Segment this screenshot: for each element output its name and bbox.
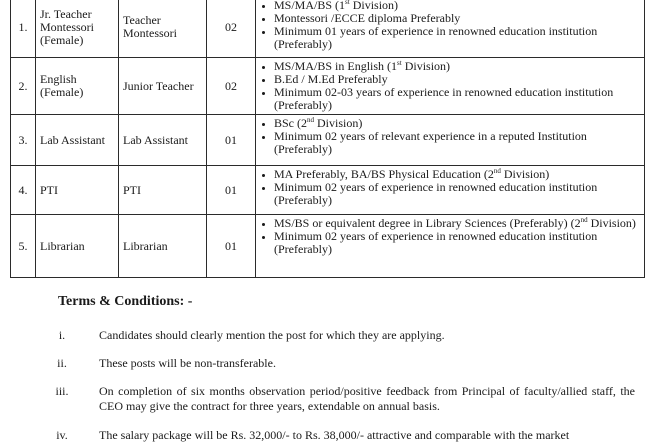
requirements-list: [262, 117, 638, 156]
requirement-text: MS/MA/BS (1: [274, 0, 346, 12]
requirement-text: MS/BS or equivalent degree in Library Sciences (Preferably) (2: [274, 216, 581, 230]
term-text: The salary package will be Rs. 32,000/- to Rs. 38,000/- attractive and comparable with the market: [99, 428, 570, 442]
ordinal-suffix: nd: [580, 216, 588, 224]
ordinal-suffix: st: [345, 0, 350, 6]
requirement-text: Minimum 01 years of experience in renowned education institution (Preferably): [274, 24, 598, 51]
job-posts-count: 01: [207, 166, 256, 215]
requirement-text: Minimum 02 years of relevant experience in a reputed Institution (Preferably): [274, 129, 587, 156]
requirement-item: [274, 181, 638, 207]
requirement-item: [274, 25, 638, 51]
job-number: 5.: [11, 215, 36, 278]
job-designation: Lab Assistant: [119, 115, 207, 166]
job-row: [11, 215, 645, 278]
jobs-table: [10, 0, 645, 278]
job-row: [11, 166, 645, 215]
job-title: Librarian: [36, 215, 119, 278]
ordinal-suffix: nd: [307, 116, 314, 124]
job-designation: PTI: [119, 166, 207, 215]
job-posts-count: 02: [207, 0, 256, 58]
requirement-text: BSc (2: [274, 116, 307, 130]
requirements-list: [262, 0, 638, 51]
job-title: English (Female): [36, 58, 119, 115]
job-row: [11, 115, 645, 166]
job-requirements: [256, 166, 645, 215]
jobs-table-body: [11, 0, 645, 278]
job-requirements: [256, 58, 645, 115]
job-requirements: [256, 215, 645, 278]
requirement-text: Division): [349, 0, 399, 12]
job-requirements: [256, 115, 645, 166]
requirement-text: B.Ed / M.Ed Preferably: [274, 72, 388, 86]
job-title: PTI: [36, 166, 119, 215]
requirement-text: Minimum 02 years of experience in renowned education institution (Preferably): [274, 180, 598, 207]
requirement-text: Division): [401, 59, 451, 73]
term-text: On completion of six months observation period/positive feedback from Principal of faculty/allied staff, the CEO may give the contract for three years, extendable on annual basis.: [99, 384, 635, 413]
ordinal-suffix: nd: [493, 167, 501, 175]
job-title: Jr. Teacher Montessori (Female): [36, 0, 119, 58]
terms-title: Terms & Conditions: -: [58, 294, 193, 309]
job-number: 3.: [11, 115, 36, 166]
ordinal-suffix: st: [397, 59, 402, 67]
job-designation: Librarian: [119, 215, 207, 278]
job-designation: Junior Teacher: [119, 58, 207, 115]
requirement-item: [274, 86, 638, 112]
job-designation: Teacher Montessori: [119, 0, 207, 58]
requirement-text: Division): [587, 216, 636, 230]
requirement-text: Minimum 02 years of experience in renowned education institution (Preferably): [274, 229, 598, 256]
job-row: [11, 58, 645, 115]
term-numeral: iii.: [55, 384, 69, 398]
requirement-text: Division): [500, 167, 550, 181]
requirement-text: MS/MA/BS in English (1: [274, 59, 398, 73]
job-requirements: [256, 0, 645, 58]
job-number: 1.: [11, 0, 36, 58]
requirements-list: [262, 168, 638, 207]
term-numeral: i.: [58, 328, 66, 342]
requirement-text: Division): [314, 116, 363, 130]
job-row: [11, 0, 645, 58]
job-number: 2.: [11, 58, 36, 115]
job-number: 4.: [11, 166, 36, 215]
requirement-item: [274, 130, 638, 156]
job-posts-count: 02: [207, 58, 256, 115]
job-posts-count: 01: [207, 115, 256, 166]
job-posts-count: 01: [207, 215, 256, 278]
requirement-text: Minimum 02-03 years of experience in renowned education institution (Preferably): [274, 85, 614, 112]
term-text: These posts will be non-transferable.: [99, 356, 276, 370]
term-numeral: iv.: [56, 428, 68, 442]
requirement-text: MA Preferably, BA/BS Physical Education (2: [274, 167, 494, 181]
term-numeral: ii.: [57, 356, 67, 370]
job-title: Lab Assistant: [36, 115, 119, 166]
requirements-list: [262, 217, 638, 256]
requirements-list: [262, 60, 638, 112]
requirement-text: Montessori /ECCE diploma Preferably: [274, 11, 461, 25]
term-text: Candidates should clearly mention the post for which they are applying.: [99, 328, 445, 342]
requirement-item: [274, 230, 638, 256]
